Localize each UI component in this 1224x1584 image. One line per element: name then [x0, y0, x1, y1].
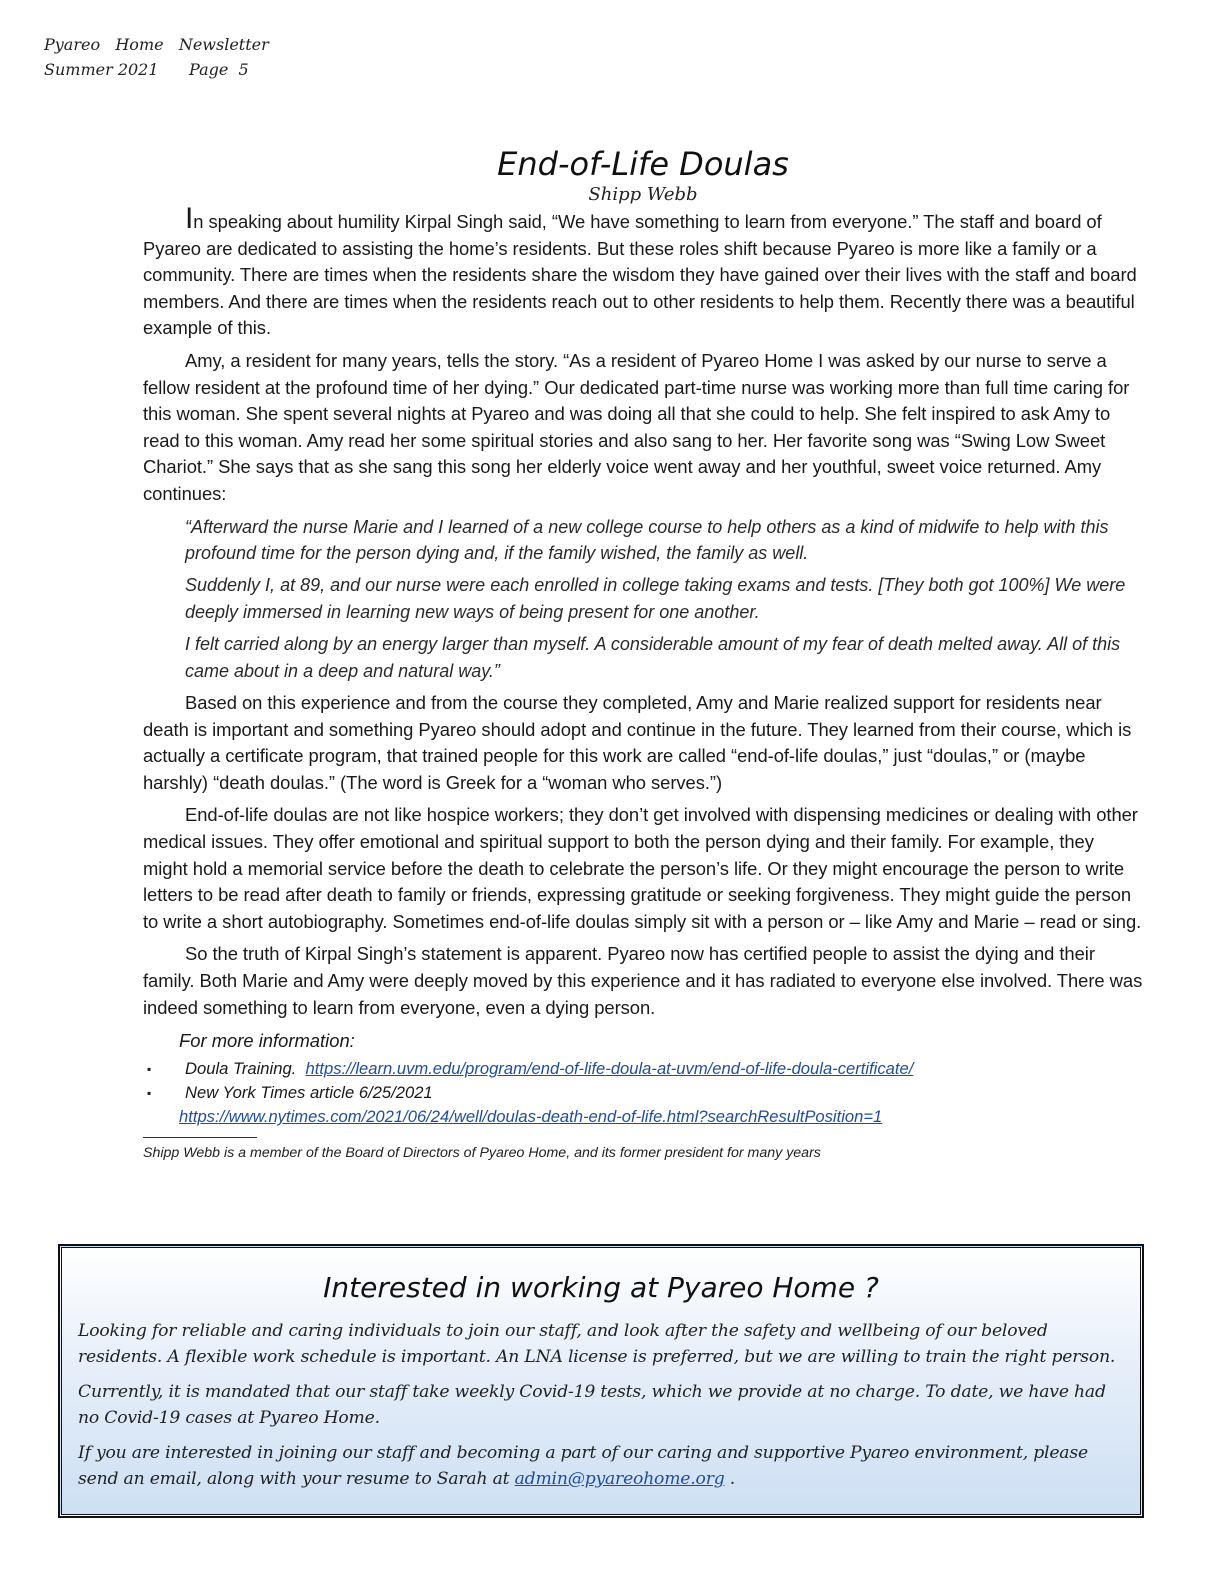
header-issue-page: Summer 2021 Page 5	[44, 60, 249, 79]
jobs-paragraph-3-text: If you are interested in joining our staff and becoming a part of our caring and supportive Pyareo environment, please send an email, along with your resume to Sarah at	[78, 1443, 1088, 1489]
article-paragraph-3: Based on this experience and from the course they completed, Amy and Marie realized support for residents near death is important and something Pyareo should adopt and continue in the future. They learned from their course, which is actually a certificate program, that trained people for this work are called “end-of-life doulas,” just “doulas,” or (maybe harshly) “death doulas.” (The word is Greek for a “woman who serves.”)	[143, 691, 1132, 793]
resource-item-nyt-article	[143, 1081, 1143, 1129]
resource-item-doula-training	[143, 1057, 1143, 1081]
header-title: Pyareo Home Newsletter	[44, 35, 269, 54]
newsletter-header	[44, 32, 269, 82]
author-note: Shipp Webb is a member of the Board of Directors of Pyareo Home, and its former president for many years	[143, 1145, 821, 1162]
jobs-paragraph-3	[78, 1440, 1124, 1492]
quote-paragraph-1: “Afterward the nurse Marie and I learned of a new college course to help others as a kind of midwife to help with this profound time for the person dying and, if the family wished, the family as well.	[185, 516, 1109, 563]
quote-paragraph-2: Suddenly I, at 89, and our nurse were each enrolled in college taking exams and tests. [They both got 100%] We were deeply immersed in learning new ways of being present for one another.	[185, 575, 1126, 622]
jobs-paragraph-2: Currently, it is mandated that our staff take weekly Covid-19 tests, which we provide at no charge. To date, we have had no Covid-19 cases at Pyareo Home.	[78, 1382, 1106, 1428]
article-byline: Shipp Webb	[588, 184, 698, 205]
drop-cap: I	[185, 202, 194, 235]
quote-paragraph-3: I felt carried along by an energy larger than myself. A considerable amount of my fear of death melted away. All of this came about in a deep and natural way.”	[185, 634, 1121, 681]
article-paragraph-1	[143, 202, 1143, 342]
jobs-paragraph-3-end: .	[724, 1469, 736, 1489]
article-title: End-of-Life Doulas	[497, 145, 789, 183]
doula-training-link[interactable]: https://learn.uvm.edu/program/end-of-life-doula-at-uvm/end-of-life-doula-certificate/	[305, 1059, 914, 1079]
more-info-heading: For more information:	[179, 1030, 355, 1052]
jobs-box	[59, 1245, 1143, 1517]
article-paragraph-5: So the truth of Kirpal Singh’s statement is apparent. Pyareo now has certified people to assist the dying and their family. Both Marie and Amy were deeply moved by this experience and it has radiated to everyone else involved. There was indeed something to learn from everyone, even a dying person.	[143, 943, 1143, 1018]
article-paragraph-4: End-of-life doulas are not like hospice workers; they don’t get involved with dispensing medicines or dealing with other medical issues. They offer emotional and spiritual support to both the person dying and their family. For example, they might hold a memorial service before the death to celebrate the person’s life. Or they might encourage the person to write letters to be read after death to family or friends, expressing gratitude or seeking forgiveness. They might guide the person to write a short autobiography. Sometimes end-of-life doulas simply sit with a person or – like Amy and Marie – read or sing.	[143, 804, 1142, 932]
resource-label: Doula Training.	[185, 1059, 297, 1079]
bullet-icon: ▪	[147, 1086, 152, 1101]
resource-list	[143, 1057, 1143, 1129]
jobs-box-title: Interested in working at Pyareo Home ?	[323, 1271, 879, 1304]
resource-label: New York Times article 6/25/2021	[185, 1083, 433, 1103]
article	[143, 140, 1143, 1164]
jobs-paragraph-1: Looking for reliable and caring individuals to join our staff, and look after the safety and wellbeing of our beloved residents. A flexible work schedule is important. An LNA license is preferred, but we are willing to train the right person.	[78, 1321, 1116, 1367]
paragraph-1-text: n speaking about humility Kirpal Singh said, “We have something to learn from everyone.” The staff and board of Pyareo are dedicated to assisting the home’s residents. But these roles shift because Pyareo is more like a family or a community. There are times when the residents share the wisdom they have gained over their lives with the staff and board members. And there are times when the residents reach out to other residents to help them. Recently there was a beautiful example of this.	[143, 211, 1137, 339]
nyt-article-link[interactable]: https://www.nytimes.com/2021/06/24/well/doulas-death-end-of-life.html?searchResultPosition=1	[179, 1107, 883, 1127]
contact-email-link[interactable]: admin@pyareohome.org	[514, 1469, 725, 1489]
bullet-icon: ▪	[147, 1062, 152, 1077]
article-paragraph-2: Amy, a resident for many years, tells the story. “As a resident of Pyareo Home I was asked by our nurse to serve a fellow resident at the profound time of her dying.” Our dedicated part-time nurse was working more than full time caring for this woman. She spent several nights at Pyareo and was doing all that she could to help. She felt inspired to ask Amy to read to this woman. Amy read her some spiritual stories and also sang to her. Her favorite song was “Swing Low Sweet Chariot.” She says that as she sang this song her elderly voice went away and her youthful, sweet voice returned. Amy continues:	[143, 349, 1130, 504]
footnote-divider	[143, 1137, 257, 1138]
